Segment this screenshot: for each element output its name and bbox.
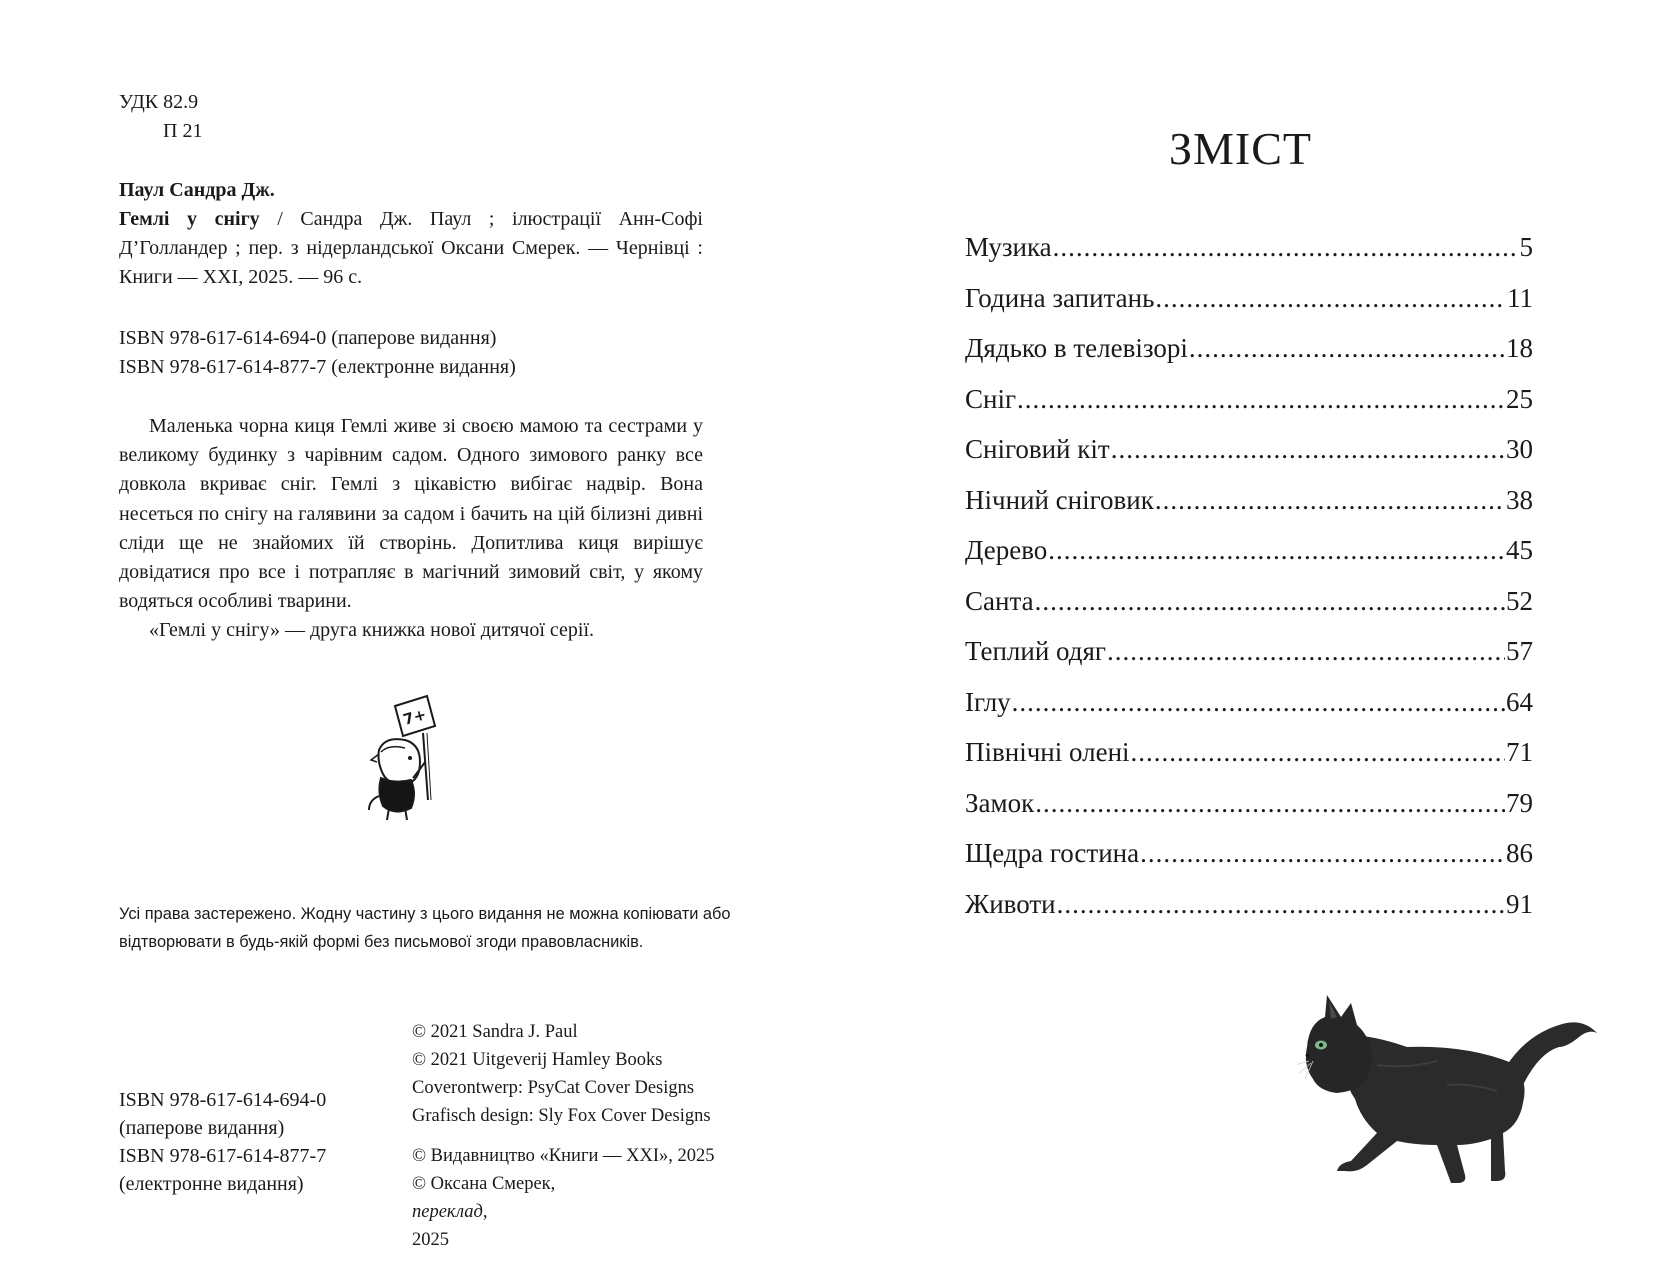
toc-entry-title: Сніг bbox=[965, 383, 1017, 414]
toc-leader-dots bbox=[1107, 636, 1505, 667]
rights-notice: Усі права застережено. Жодну частину з цього видання не можна копіювати або відтворювати в будь-якій формі без письмової згоди правовласників. bbox=[119, 905, 731, 951]
toc-leader-dots bbox=[1131, 737, 1505, 768]
toc-entry-page: 86 bbox=[1506, 838, 1533, 868]
copyright-line: © 2021 Sandra J. Paul bbox=[412, 1022, 578, 1042]
toc-entry-title: Іглу bbox=[965, 686, 1011, 717]
isbn-list bbox=[119, 324, 516, 382]
toc-entry bbox=[965, 535, 1533, 586]
toc-entry bbox=[965, 434, 1533, 485]
toc-entry-title: Щедра гостина bbox=[965, 838, 1140, 868]
toc-leader-dots bbox=[1155, 485, 1505, 516]
toc-entry bbox=[965, 232, 1533, 283]
toc-leader-dots bbox=[1012, 687, 1505, 718]
toc-entry-page: 11 bbox=[1507, 282, 1533, 313]
toc-entry-title: Теплий одяг bbox=[965, 636, 1106, 666]
toc-entry-title: Дядько в телевізорі bbox=[965, 333, 1188, 363]
abstract-paragraph: «Гемлі у снігу» — друга книжка нової дитячої серії. bbox=[149, 619, 595, 642]
black-cat-icon bbox=[1297, 995, 1597, 1185]
toc-entry-title: Музика bbox=[965, 232, 1052, 262]
toc-title: ЗМІСТ bbox=[1168, 123, 1313, 174]
toc-entry bbox=[965, 384, 1533, 435]
toc-leader-dots bbox=[1035, 586, 1505, 617]
udk-code: УДК 82.9 bbox=[119, 91, 199, 113]
udk-classification bbox=[119, 88, 202, 146]
isbn-electronic-number: ISBN 978-617-614-877-7 bbox=[119, 1145, 327, 1167]
toc-entry-page: 5 bbox=[1519, 232, 1533, 262]
toc-entry bbox=[965, 687, 1533, 738]
cat-illustration bbox=[1297, 995, 1597, 1190]
copyright-line: Coverontwerp: PsyCat Cover Designs bbox=[412, 1078, 695, 1098]
cat-holding-sign-icon bbox=[365, 688, 465, 823]
isbn-print-number: ISBN 978-617-614-694-0 bbox=[119, 1089, 327, 1111]
toc-leader-dots bbox=[1189, 333, 1505, 364]
toc-leader-dots bbox=[1140, 838, 1505, 869]
toc-entry bbox=[965, 737, 1533, 788]
toc-leader-dots bbox=[1111, 434, 1505, 465]
toc-entry-title: Сніговий кіт bbox=[965, 434, 1110, 464]
toc-entry-page: 25 bbox=[1506, 383, 1533, 414]
toc-entry-title: Нічний сніговик bbox=[965, 484, 1154, 515]
copyright-block bbox=[412, 1018, 715, 1254]
copyright-line: © Видавництво «Книги — XXI», 2025 bbox=[412, 1146, 715, 1166]
contents-page bbox=[827, 0, 1654, 1270]
toc-entry-page: 45 bbox=[1506, 535, 1533, 565]
isbn-footer bbox=[119, 1086, 326, 1198]
toc-entry-page: 71 bbox=[1506, 737, 1533, 767]
toc-leader-dots bbox=[1048, 535, 1505, 566]
isbn-electronic-note: (електронне видання) bbox=[119, 1173, 304, 1195]
toc-leader-dots bbox=[1053, 232, 1519, 263]
book-abstract bbox=[119, 412, 703, 646]
toc-entry bbox=[965, 788, 1533, 839]
bibliographic-description: / Сандра Дж. Паул ; ілюстрації Анн-Софі Д’Голландер ; пер. з нідерландської Оксани Смерек. — Чернівці : Книги — XXI, 2025. — 96 с. bbox=[119, 208, 703, 288]
toc-entry-title: Санта bbox=[965, 585, 1034, 616]
toc-entry-page: 57 bbox=[1506, 636, 1533, 666]
toc-entry bbox=[965, 838, 1533, 889]
toc-entry-page: 30 bbox=[1506, 434, 1533, 464]
toc-entry-title: Північні олені bbox=[965, 737, 1130, 767]
isbn-electronic: ISBN 978-617-614-877-7 (електронне видання) bbox=[119, 356, 516, 378]
abstract-paragraph: Маленька чорна киця Гемлі живе зі своєю мамою та сестрами у великому будинку з чарівним садом. Одного зимового ранку все довкола вкриває сніг. Гемлі з цікавістю вибігає надвір. Вона несеться по снігу на галявини за садом і бачить на цій білизні дивні сліди ще не знайомих їй створінь. Допитлива киця вирішує довідатися про все і потрапляє в магічний зимовий світ, у якому водяться особливі тварини. bbox=[119, 415, 703, 613]
author-name: Паул Сандра Дж. bbox=[119, 179, 275, 201]
isbn-print: ISBN 978-617-614-694-0 (паперове видання) bbox=[119, 327, 497, 349]
toc-entry-title: Замок bbox=[965, 787, 1035, 818]
copyright-line: © Оксана Смерек, переклад, 2025 bbox=[412, 1174, 556, 1250]
toc-entry-page: 18 bbox=[1506, 333, 1533, 363]
table-of-contents bbox=[965, 232, 1533, 939]
age-badge: 7+ bbox=[401, 705, 429, 729]
age-rating-illustration bbox=[365, 688, 465, 828]
copyright-line: Grafisch design: Sly Fox Cover Designs bbox=[412, 1106, 711, 1126]
toc-entry-page: 79 bbox=[1506, 787, 1533, 818]
toc-entry-title: Дерево bbox=[965, 535, 1048, 565]
copyright-line: © 2021 Uitgeverij Hamley Books bbox=[412, 1050, 663, 1070]
toc-leader-dots bbox=[1057, 889, 1505, 920]
toc-leader-dots bbox=[1035, 788, 1505, 819]
isbn-print-note: (паперове видання) bbox=[119, 1117, 285, 1139]
toc-entry bbox=[965, 636, 1533, 687]
toc-entry-title: Година запитань bbox=[965, 282, 1155, 313]
bibliographic-record bbox=[119, 176, 703, 292]
toc-entry bbox=[965, 889, 1533, 940]
toc-entry-title: Животи bbox=[965, 888, 1056, 919]
toc-entry bbox=[965, 283, 1533, 334]
author-mark: П 21 bbox=[163, 120, 203, 142]
toc-entry bbox=[965, 586, 1533, 637]
toc-leader-dots bbox=[1017, 384, 1505, 415]
toc-entry-page: 38 bbox=[1506, 484, 1533, 515]
toc-entry bbox=[965, 485, 1533, 536]
book-title: Гемлі у снігу bbox=[119, 208, 260, 230]
toc-entry-page: 52 bbox=[1506, 585, 1533, 616]
toc-entry bbox=[965, 333, 1533, 384]
toc-entry-page: 91 bbox=[1506, 888, 1533, 919]
toc-entry-page: 64 bbox=[1506, 686, 1533, 717]
toc-leader-dots bbox=[1155, 283, 1506, 314]
